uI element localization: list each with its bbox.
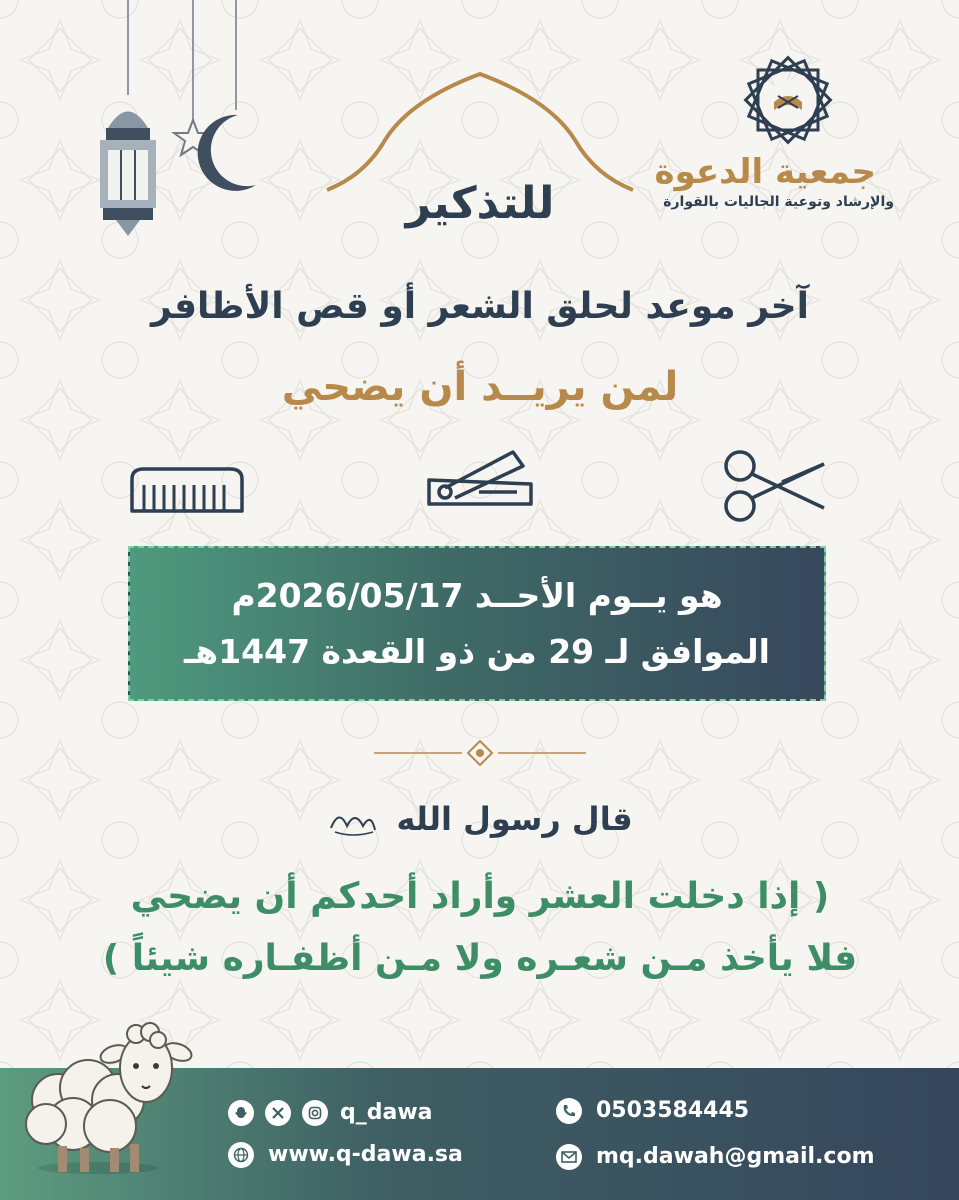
hadith-line-2: فلا يأخذ مـن شعـره ولا مـن أظفـاره شيئاً ) [102, 938, 858, 979]
logo-emblem-icon [738, 50, 838, 150]
logo-title: جمعية الدعوة [654, 152, 876, 192]
sheep-illustration [18, 1020, 193, 1180]
lantern-icon [100, 112, 156, 237]
lantern-crescent-decoration [88, 0, 268, 245]
hadith-line-1: ( إذا دخلت العشر وأراد أحدكم أن يضحي [130, 876, 830, 917]
date-hijri: الموافق لـ 29 من ذو القعدة 1447هـ [184, 631, 770, 671]
comb-icon [128, 465, 246, 515]
hadith-intro [200, 800, 760, 838]
dome-ornament [325, 70, 635, 195]
hadith-intro-text: قال رسول الله [396, 800, 633, 838]
phone-icon [556, 1098, 582, 1124]
website-link[interactable]: www.q-dawa.sa [268, 1142, 463, 1167]
organization-logo [654, 50, 904, 220]
headline-deadline: آخر موعد لحلق الشعر أو قص الأظافر [151, 286, 809, 327]
email-icon [556, 1144, 582, 1170]
date-gregorian: هو يــوم الأحــد 2026/05/17م [231, 575, 723, 615]
scissors-icon [720, 448, 828, 524]
reminder-title: للتذكير [405, 178, 555, 229]
logo-subtitle: والإرشاد وتوعية الجاليات بالقوارة [663, 194, 894, 210]
social-handle[interactable]: q_dawa [340, 1100, 433, 1125]
ornament-divider [370, 740, 590, 766]
calligraphy-icon [327, 804, 379, 838]
headline-audience: لمن يريــد أن يضحي [281, 364, 679, 410]
date-box [128, 546, 826, 701]
email-address[interactable]: mq.dawah@gmail.com [596, 1144, 875, 1169]
instagram-icon[interactable] [302, 1100, 328, 1126]
phone-number[interactable]: 0503584445 [596, 1098, 750, 1123]
crescent-icon [198, 115, 256, 191]
snapchat-icon[interactable] [228, 1100, 254, 1126]
x-icon[interactable] [265, 1100, 291, 1126]
globe-icon [228, 1142, 254, 1168]
nail-clipper-icon [425, 448, 537, 512]
